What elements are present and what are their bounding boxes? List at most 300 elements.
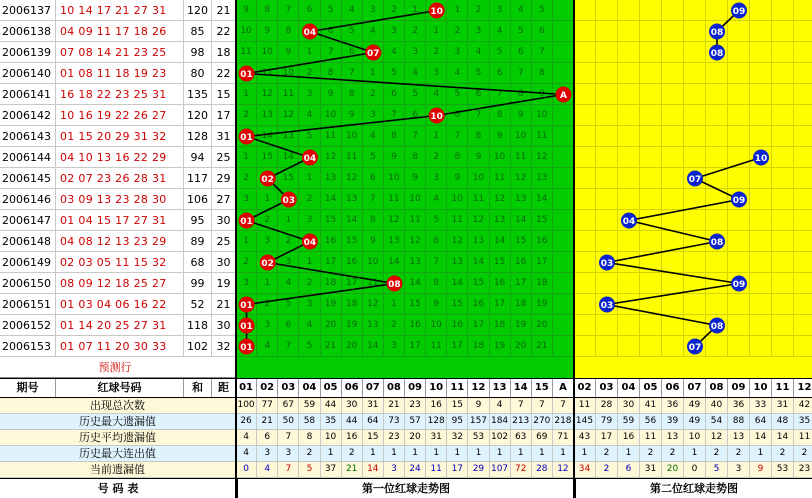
red-ball-numbers: 04 10 13 16 22 29 <box>56 147 184 168</box>
stat-value: 1 <box>363 446 384 462</box>
first-trend-cell: 9 <box>278 42 299 63</box>
stat-value: 73 <box>384 414 405 430</box>
first-trend-cell: 4 <box>299 315 320 336</box>
first-trend-cell: 10 <box>490 147 511 168</box>
blue-ball-label: 08 <box>710 322 724 332</box>
stat-value: 3 <box>257 446 278 462</box>
first-trend-cell: 11 <box>363 273 384 294</box>
stat-value: 59 <box>299 398 320 414</box>
header-first-col: 09 <box>405 379 426 397</box>
red-ball-numbers: 02 03 05 11 15 32 <box>56 252 184 273</box>
stat-value: 63 <box>511 430 532 446</box>
issue-number: 2006143 <box>0 126 56 147</box>
first-trend-cell: 3 <box>426 63 447 84</box>
red-ball-label: 01 <box>240 133 253 143</box>
first-trend-cell: 6 <box>342 42 363 63</box>
header-second-col: 12 <box>794 379 812 397</box>
first-trend-cell: 5 <box>426 210 447 231</box>
stat-value: 24 <box>405 462 426 478</box>
blue-ball-label: 08 <box>710 238 724 248</box>
header-second-col: 08 <box>706 379 728 397</box>
stat-value: 77 <box>257 398 278 414</box>
header-second-col: 11 <box>772 379 794 397</box>
stat-value: 20 <box>405 430 426 446</box>
stat-value: 7 <box>532 398 553 414</box>
stat-value: 34 <box>574 462 596 478</box>
stat-value: 2 <box>640 446 662 462</box>
first-trend-cell: 11 <box>426 336 447 357</box>
stat-value: 95 <box>447 414 468 430</box>
first-trend-cell: 13 <box>490 210 511 231</box>
first-trend-cell: 5 <box>405 84 426 105</box>
span-value: 21 <box>212 294 236 315</box>
first-trend-cell: 6 <box>384 84 405 105</box>
blue-ball-label: 08 <box>710 28 724 38</box>
sum-value: 52 <box>184 294 212 315</box>
issue-number: 2006153 <box>0 336 56 357</box>
first-trend-cell: 3 <box>490 0 511 21</box>
span-value: 19 <box>212 273 236 294</box>
stat-value: 56 <box>640 414 662 430</box>
stat-value: 13 <box>728 430 750 446</box>
first-trend-cell: 1 <box>257 189 278 210</box>
span-value: 30 <box>212 315 236 336</box>
stat-value: 1 <box>750 446 772 462</box>
red-ball-label: 01 <box>240 301 253 311</box>
first-trend-cell: 12 <box>342 168 363 189</box>
first-trend-cell: 4 <box>447 63 468 84</box>
first-trend-cell: 8 <box>426 273 447 294</box>
stat-value: 79 <box>596 414 618 430</box>
sum-value: 80 <box>184 63 212 84</box>
stat-value: 1 <box>321 446 342 462</box>
span-value: 30 <box>212 252 236 273</box>
span-value: 32 <box>212 336 236 357</box>
first-trend-cell: 1 <box>405 0 426 21</box>
stat-value: 3 <box>728 462 750 478</box>
issue-number: 2006148 <box>0 231 56 252</box>
first-trend-cell: 6 <box>405 105 426 126</box>
red-ball-numbers: 03 09 13 23 28 30 <box>56 189 184 210</box>
first-trend-cell: 1 <box>299 168 320 189</box>
stat-value: 17 <box>596 430 618 446</box>
span-value: 15 <box>212 84 236 105</box>
sum-value: 135 <box>184 84 212 105</box>
first-trend-cell: 15 <box>468 273 489 294</box>
issue-number: 2006139 <box>0 42 56 63</box>
stat-value: 1 <box>447 446 468 462</box>
header-reds: 红球号码 <box>56 379 184 397</box>
stat-value: 1 <box>384 446 405 462</box>
first-trend-cell: 14 <box>511 210 532 231</box>
red-ball-numbers: 01 15 20 29 31 32 <box>56 126 184 147</box>
red-ball-numbers: 01 08 11 18 19 23 <box>56 63 184 84</box>
first-trend-cell: 11 <box>321 126 342 147</box>
first-trend-cell: 2 <box>468 0 489 21</box>
first-trend-cell: 20 <box>342 336 363 357</box>
header-first-col: 05 <box>321 379 342 397</box>
red-ball-numbers: 08 09 12 18 25 27 <box>56 273 184 294</box>
stat-value: 58 <box>299 414 320 430</box>
stat-value: 2 <box>706 446 728 462</box>
first-trend-cell: 9 <box>447 168 468 189</box>
first-trend-cell: 17 <box>468 315 489 336</box>
first-trend-cell: 9 <box>426 294 447 315</box>
stat-value: 2 <box>299 446 320 462</box>
blue-ball-label: 03 <box>600 301 614 311</box>
first-trend-cell: 7 <box>363 189 384 210</box>
stat-label: 当前遗漏值 <box>0 462 236 478</box>
red-ball-numbers: 02 07 23 26 28 31 <box>56 168 184 189</box>
second-predict-cells[interactable] <box>574 358 812 378</box>
header-second-col: 10 <box>750 379 772 397</box>
first-trend-cell: 11 <box>236 42 257 63</box>
first-trend-cell: 5 <box>299 126 320 147</box>
stat-value: 23 <box>794 462 812 478</box>
red-ball-numbers: 04 08 12 13 23 29 <box>56 231 184 252</box>
first-trend-cell: 10 <box>511 126 532 147</box>
stat-value: 2 <box>794 446 812 462</box>
stat-value: 88 <box>728 414 750 430</box>
first-trend-cell: 12 <box>363 294 384 315</box>
stat-value: 1 <box>684 446 706 462</box>
first-trend-cell: 2 <box>447 21 468 42</box>
first-trend-cell: 13 <box>405 252 426 273</box>
header-first-col: 15 <box>532 379 553 397</box>
first-trend-cell: 4 <box>468 42 489 63</box>
stat-value: 35 <box>321 414 342 430</box>
first-trend-cell: 6 <box>363 168 384 189</box>
stat-value: 107 <box>490 462 511 478</box>
stat-value: 270 <box>532 414 553 430</box>
first-trend-cell: 10 <box>405 189 426 210</box>
first-trend-cell: 20 <box>321 315 342 336</box>
stat-value: 7 <box>278 430 299 446</box>
stat-value: 41 <box>640 398 662 414</box>
red-ball-numbers: 04 09 11 17 18 26 <box>56 21 184 42</box>
stat-value: 23 <box>384 430 405 446</box>
first-trend-cell: 12 <box>447 231 468 252</box>
stat-value: 54 <box>706 414 728 430</box>
stat-value: 3 <box>278 446 299 462</box>
span-value: 17 <box>212 105 236 126</box>
stat-value: 36 <box>662 398 684 414</box>
red-ball-label: 10 <box>430 112 443 122</box>
stat-value: 33 <box>750 398 772 414</box>
header-first-col: 10 <box>426 379 447 397</box>
first-trend-cell: 18 <box>490 315 511 336</box>
first-trend-cell: 6 <box>299 0 320 21</box>
stat-value: 2 <box>342 446 363 462</box>
first-trend-cell: 1 <box>426 21 447 42</box>
first-trend-cell: 3 <box>363 0 384 21</box>
stat-value: 30 <box>618 398 640 414</box>
first-trend-cell: 3 <box>257 315 278 336</box>
stat-value: 71 <box>553 430 574 446</box>
stat-value: 2 <box>596 462 618 478</box>
first-trend-cell: 12 <box>405 231 426 252</box>
first-trend-cell: 6 <box>468 84 489 105</box>
stat-value: 31 <box>640 462 662 478</box>
red-ball-label: 02 <box>261 259 274 269</box>
first-trend-cell: 1 <box>236 147 257 168</box>
stat-value: 4 <box>236 446 257 462</box>
first-trend-cell: 11 <box>511 147 532 168</box>
sum-value: 99 <box>184 273 212 294</box>
red-ball-label: 10 <box>430 7 443 17</box>
stat-value: 69 <box>532 430 553 446</box>
first-trend-cell: 3 <box>384 21 405 42</box>
first-trend-cell: 4 <box>490 21 511 42</box>
stat-value: 11 <box>640 430 662 446</box>
first-trend-cell: 13 <box>384 231 405 252</box>
span-value: 25 <box>212 147 236 168</box>
first-trend-cell: 16 <box>490 273 511 294</box>
first-trend-cell: 5 <box>490 42 511 63</box>
first-trend-cell: 17 <box>511 273 532 294</box>
first-trend-cell: 10 <box>532 105 553 126</box>
red-ball-label: 04 <box>303 238 317 248</box>
first-trend-cell: 15 <box>257 147 278 168</box>
stat-value: 39 <box>662 414 684 430</box>
sum-value: 89 <box>184 231 212 252</box>
stat-value: 29 <box>468 462 489 478</box>
header-second-col: 02 <box>574 379 596 397</box>
red-ball-label: 01 <box>240 322 253 332</box>
first-trend-cell: 19 <box>490 336 511 357</box>
first-trend-cell: 12 <box>532 147 553 168</box>
footer-number-table: 号 码 表 <box>97 482 139 495</box>
header-first-col: 01 <box>236 379 257 397</box>
first-trend-cell: 4 <box>363 126 384 147</box>
header-sum: 和 <box>184 379 212 397</box>
stat-value: 53 <box>772 462 794 478</box>
first-trend-cell: 9 <box>363 231 384 252</box>
first-trend-cell: 18 <box>468 336 489 357</box>
first-trend-cell: 5 <box>321 0 342 21</box>
first-trend-cell: 8 <box>405 147 426 168</box>
first-trend-cell: 12 <box>490 189 511 210</box>
first-trend-cell: 9 <box>511 105 532 126</box>
first-trend-cell: 13 <box>278 126 299 147</box>
first-trend-cell: 9 <box>405 168 426 189</box>
stat-value: 31 <box>426 430 447 446</box>
stat-value: 1 <box>511 446 532 462</box>
stats-table <box>0 398 812 478</box>
stat-value: 36 <box>728 398 750 414</box>
first-trend-cell: 7 <box>447 126 468 147</box>
stat-value: 2 <box>662 446 684 462</box>
first-trend-cell: 12 <box>257 84 278 105</box>
first-trend-cell: 12 <box>511 168 532 189</box>
predict-row <box>0 358 236 378</box>
sum-value: 102 <box>184 336 212 357</box>
stat-value: 145 <box>574 414 596 430</box>
first-trend-cell: 8 <box>532 63 553 84</box>
header-first-col: 03 <box>278 379 299 397</box>
first-trend-cell: 6 <box>426 231 447 252</box>
first-trend-cell: 14 <box>532 189 553 210</box>
blue-ball-label: 04 <box>622 217 636 227</box>
first-trend-cell: 10 <box>384 168 405 189</box>
issue-number: 2006141 <box>0 84 56 105</box>
stat-value: 50 <box>278 414 299 430</box>
stat-value: 0 <box>236 462 257 478</box>
first-trend-cell: 19 <box>532 294 553 315</box>
first-trend-cell: 9 <box>236 0 257 21</box>
first-trend-cell: 2 <box>426 147 447 168</box>
stat-value: 1 <box>426 446 447 462</box>
stat-value: 0 <box>684 462 706 478</box>
stat-value: 28 <box>532 462 553 478</box>
red-ball-numbers: 01 07 11 20 30 33 <box>56 336 184 357</box>
first-trend-cell: 7 <box>426 252 447 273</box>
first-trend-cell: 2 <box>257 294 278 315</box>
first-trend-cell: 8 <box>468 126 489 147</box>
stat-value: 10 <box>684 430 706 446</box>
first-trend-cell: 18 <box>532 273 553 294</box>
first-trend-cell: 3 <box>299 294 320 315</box>
first-trend-cell: 4 <box>299 105 320 126</box>
first-trend-cell: 16 <box>405 315 426 336</box>
span-value: 29 <box>212 168 236 189</box>
stat-value: 48 <box>772 414 794 430</box>
first-trend-cell: 8 <box>342 84 363 105</box>
header-first-col: 08 <box>384 379 405 397</box>
stat-value: 157 <box>468 414 489 430</box>
stat-value: 128 <box>426 414 447 430</box>
first-trend-cell: 6 <box>490 63 511 84</box>
first-trend-cell: 4 <box>426 189 447 210</box>
first-trend-cell: 11 <box>278 84 299 105</box>
first-trend-cell: 3 <box>363 105 384 126</box>
red-ball-numbers: 16 18 22 23 25 31 <box>56 84 184 105</box>
first-trend-cell: 1 <box>426 126 447 147</box>
span-value: 30 <box>212 210 236 231</box>
first-trend-cell: 10 <box>278 63 299 84</box>
stat-value: 5 <box>299 462 320 478</box>
first-trend-cell: 5 <box>511 21 532 42</box>
first-trend-cell: 7 <box>532 42 553 63</box>
stat-value: 40 <box>706 398 728 414</box>
stat-value: 17 <box>447 462 468 478</box>
first-trend-cell: 7 <box>405 126 426 147</box>
first-trend-cell: 2 <box>384 315 405 336</box>
first-trend-cell: 13 <box>532 168 553 189</box>
stat-value: 20 <box>662 462 684 478</box>
header-first-col: 11 <box>447 379 468 397</box>
first-trend-cell: 10 <box>236 21 257 42</box>
footer-first-trend: 第一位红球走势图 <box>236 479 574 498</box>
red-ball-label: 01 <box>240 343 253 353</box>
header-first-col: 12 <box>468 379 489 397</box>
first-trend-cell: 9 <box>468 147 489 168</box>
first-trend-cell: 15 <box>447 294 468 315</box>
first-predict-cells[interactable] <box>236 358 574 378</box>
first-trend-cell: 3 <box>405 42 426 63</box>
stat-value: 49 <box>684 398 706 414</box>
stat-value: 11 <box>426 462 447 478</box>
header-second-col: 05 <box>640 379 662 397</box>
first-trend-cell: 19 <box>511 315 532 336</box>
first-trend-cell: 14 <box>342 210 363 231</box>
first-trend-cell: 16 <box>342 252 363 273</box>
first-trend-cell: 14 <box>405 273 426 294</box>
stat-value: 4 <box>257 462 278 478</box>
first-trend-cell: 17 <box>532 252 553 273</box>
first-trend-cell: 2 <box>257 210 278 231</box>
first-trend-cell: 9 <box>532 84 553 105</box>
stat-value: 23 <box>405 398 426 414</box>
first-trend-cell: 12 <box>468 210 489 231</box>
stat-label: 历史最大连出值 <box>0 446 236 462</box>
red-ball-numbers: 01 14 20 25 27 31 <box>56 315 184 336</box>
red-ball-numbers: 01 04 15 17 27 31 <box>56 210 184 231</box>
stat-value: 16 <box>342 430 363 446</box>
stat-value: 4 <box>490 398 511 414</box>
first-trend-cell: 11 <box>384 189 405 210</box>
first-trend-cell: 2 <box>299 189 320 210</box>
stat-value: 11 <box>574 398 596 414</box>
first-trend-cell: 3 <box>299 210 320 231</box>
first-trend-cell: 4 <box>278 273 299 294</box>
stat-value: 35 <box>794 414 812 430</box>
stat-value: 42 <box>794 398 812 414</box>
first-trend-cell: 4 <box>257 336 278 357</box>
first-trend-cell: 7 <box>468 105 489 126</box>
sum-value: 120 <box>184 105 212 126</box>
stat-value: 59 <box>618 414 640 430</box>
first-trend-cell: 10 <box>321 105 342 126</box>
stat-value: 4 <box>236 430 257 446</box>
first-position-trend-line <box>247 11 564 347</box>
issue-number: 2006137 <box>0 0 56 21</box>
first-trend-cell: 17 <box>321 252 342 273</box>
stat-value: 44 <box>342 414 363 430</box>
first-trend-cell: 7 <box>342 63 363 84</box>
sum-value: 94 <box>184 147 212 168</box>
header-second-col: 03 <box>596 379 618 397</box>
first-trend-cell: 7 <box>321 42 342 63</box>
stat-value: 1 <box>574 446 596 462</box>
sum-value: 120 <box>184 0 212 21</box>
sum-value: 98 <box>184 42 212 63</box>
first-trend-cell: 3 <box>299 84 320 105</box>
issue-number: 2006140 <box>0 63 56 84</box>
header-first-col: 14 <box>511 379 532 397</box>
stat-value: 64 <box>363 414 384 430</box>
first-trend-cell: 18 <box>511 294 532 315</box>
stat-value: 32 <box>447 430 468 446</box>
stat-value: 184 <box>490 414 511 430</box>
issue-number: 2006142 <box>0 105 56 126</box>
first-trend-cell: 14 <box>278 147 299 168</box>
stat-value: 1 <box>553 446 574 462</box>
stat-value: 21 <box>342 462 363 478</box>
stat-value: 49 <box>684 414 706 430</box>
issue-number: 2006149 <box>0 252 56 273</box>
blue-ball-label: 03 <box>600 259 614 269</box>
stat-value: 15 <box>447 398 468 414</box>
header-second-col: 09 <box>728 379 750 397</box>
first-trend-cell: 12 <box>321 147 342 168</box>
stat-value: 14 <box>363 462 384 478</box>
first-trend-cell: 16 <box>532 231 553 252</box>
first-trend-cell: 2 <box>236 252 257 273</box>
stat-value: 9 <box>468 398 489 414</box>
first-trend-cell: 11 <box>342 147 363 168</box>
header-first-col: 13 <box>490 379 511 397</box>
